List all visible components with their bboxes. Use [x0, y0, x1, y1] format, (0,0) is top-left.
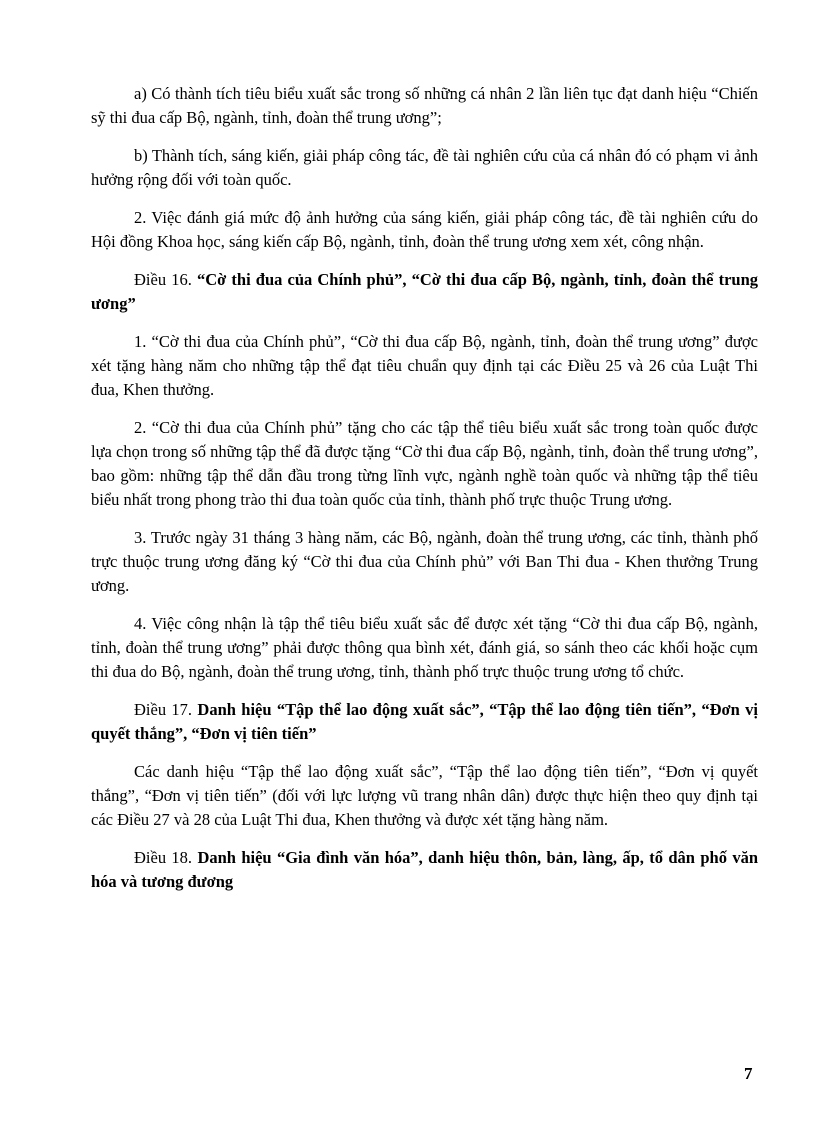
article-17-heading [91, 698, 758, 746]
article-18-title: Danh hiệu “Gia đình văn hóa”, danh hiệu thôn, bản, làng, ấp, tổ dân phố văn hóa và tương đương [91, 848, 758, 891]
paragraph-b: b) Thành tích, sáng kiến, giải pháp công tác, đề tài nghiên cứu của cá nhân đó có phạm vi ảnh hưởng rộng đối với toàn quốc. [91, 146, 758, 189]
article-16-paragraph-1: 1. “Cờ thi đua của Chính phủ”, “Cờ thi đua cấp Bộ, ngành, tỉnh, đoàn thể trung ương” được xét tặng hàng năm cho những tập thể đạt tiêu chuẩn quy định tại các Điều 25 và 26 của Luật Thi đua, Khen thưởng. [91, 332, 758, 399]
page-number: 7 [744, 1064, 753, 1083]
article-17-paragraph-1: Các danh hiệu “Tập thể lao động xuất sắc”, “Tập thể lao động tiên tiến”, “Đơn vị quyết thắng”, “Đơn vị tiên tiến” (đối với lực lượng vũ trang nhân dân) được thực hiện theo quy định tại các Điều 27 và 28 của Luật Thi đua, Khen thưởng và được xét tặng hàng năm. [91, 762, 758, 829]
article-16-label: Điều 16. [134, 270, 197, 289]
article-16-paragraph-4: 4. Việc công nhận là tập thể tiêu biểu xuất sắc để được xét tặng “Cờ thi đua cấp Bộ, ngành, tỉnh, đoàn thể trung ương” phải được thông qua bình xét, đánh giá, so sánh theo các khối hoặc cụm thi đua do Bộ, ngành, đoàn thể trung ương, tỉnh, thành phố trực thuộc trung ương tổ chức. [91, 614, 758, 681]
article-16-title: “Cờ thi đua của Chính phủ”, “Cờ thi đua cấp Bộ, ngành, tỉnh, đoàn thể trung ương” [91, 270, 759, 313]
article-18-label: Điều 18. [134, 848, 198, 867]
article-18-heading [91, 846, 758, 894]
article-16-heading [91, 268, 758, 316]
article-17-title: Danh hiệu “Tập thể lao động xuất sắc”, “Tập thể lao động tiên tiến”, “Đơn vị quyết thắng”, “Đơn vị tiên tiến” [91, 700, 758, 743]
paragraph-a: a) Có thành tích tiêu biểu xuất sắc trong số những cá nhân 2 lần liên tục đạt danh hiệu “Chiến sỹ thi đua cấp Bộ, ngành, tỉnh, đoàn thể trung ương”; [91, 84, 758, 127]
article-16-paragraph-2: 2. “Cờ thi đua của Chính phủ” tặng cho các tập thể tiêu biểu xuất sắc trong toàn quốc được lựa chọn trong số những tập thể đã được tặng “Cờ thi đua cấp Bộ, ngành, tỉnh, đoàn thể trung ương”, bao gồm: những tập thể dẫn đầu trong từng lĩnh vực, ngành nghề toàn quốc và những tập thể tiêu biểu nhất trong phong trào thi đua toàn quốc của tỉnh, thành phố trực thuộc Trung ương. [91, 418, 758, 509]
paragraph-2: 2. Việc đánh giá mức độ ảnh hưởng của sáng kiến, giải pháp công tác, đề tài nghiên cứu do Hội đồng Khoa học, sáng kiến cấp Bộ, ngành, tỉnh, đoàn thể trung ương xem xét, công nhận. [91, 208, 758, 251]
article-16-paragraph-3: 3. Trước ngày 31 tháng 3 hàng năm, các Bộ, ngành, đoàn thể trung ương, các tỉnh, thành phố trực thuộc trung ương đăng ký “Cờ thi đua của Chính phủ” với Ban Thi đua - Khen thưởng Trung ương. [91, 528, 758, 595]
article-17-label: Điều 17. [134, 700, 198, 719]
document-page [91, 82, 758, 908]
